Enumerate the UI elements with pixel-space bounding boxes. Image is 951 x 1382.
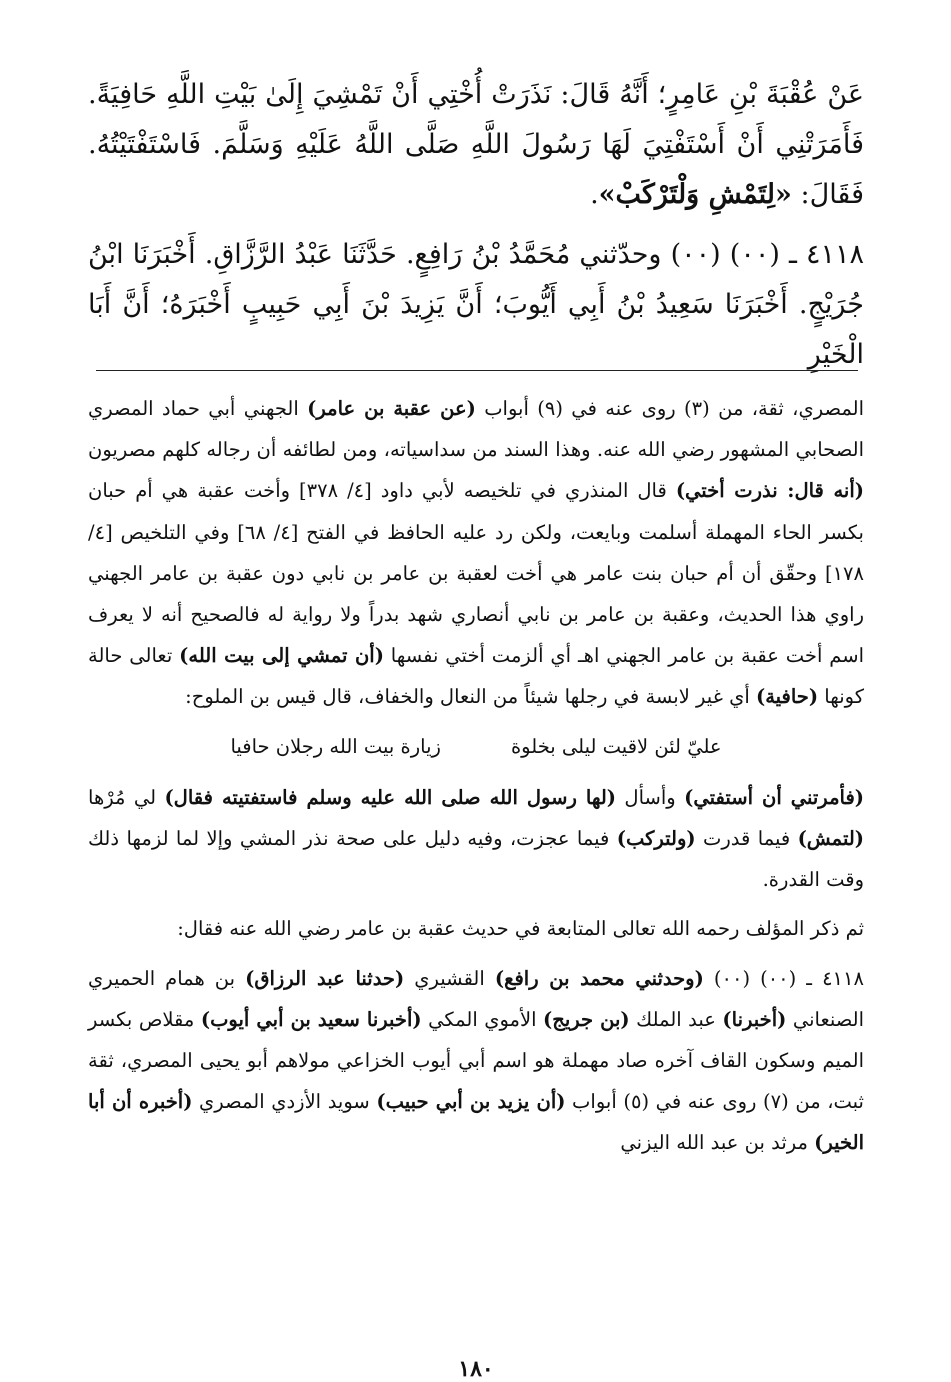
commentary-highlight: (أخبره أن أبا الخير) xyxy=(88,1090,864,1155)
commentary-paragraph-3 xyxy=(88,908,864,949)
commentary-text: مقلاص بكسر الميم وسكون القاف آخره صاد مهملة هو اسم أبي أيوب الخزاعي مولاهم أبو يحيى المصري، ثقة ثبت، من (٧) روى عنه في (٥) أبواب xyxy=(88,1007,864,1114)
commentary-section xyxy=(88,388,864,1172)
commentary-text: ٤١١٨ ـ (٠٠) (٠٠) xyxy=(703,966,864,990)
hadith-paragraph-1 xyxy=(88,70,864,220)
commentary-text: لي مُرْها xyxy=(88,785,165,809)
commentary-highlight: (أخبرنا) xyxy=(722,1007,787,1031)
commentary-text: عبد الملك xyxy=(629,1007,723,1031)
commentary-text: الأموي المكي xyxy=(421,1007,544,1031)
commentary-text: وأسأل xyxy=(616,785,685,809)
hadith-quote: «لِتَمْشِ وَلْتَرْكَبْ» xyxy=(598,179,792,210)
commentary-text: ثم ذكر المؤلف رحمه الله تعالى المتابعة في حديث عقبة بن عامر رضي الله عنه فقال: xyxy=(177,917,864,941)
commentary-highlight: (وحدثني محمد بن رافع) xyxy=(494,966,704,990)
commentary-paragraph-2 xyxy=(88,777,864,901)
commentary-highlight: (بن جريج) xyxy=(543,1007,630,1031)
commentary-text: الجهني أبي حماد المصري الصحابي المشهور رضي الله عنه. وهذا السند من سداسياته، ومن لطائفه أن رجاله كلهم مصريون xyxy=(88,397,864,462)
commentary-text: تعالى حالة كونها xyxy=(88,644,864,709)
poem-second-hemistich: زيارة بيت الله رجلان حافيا xyxy=(230,734,441,758)
book-page xyxy=(88,70,865,1382)
hadith-paragraph-2 xyxy=(88,230,864,380)
commentary-text: مرثد بن عبد الله اليزني xyxy=(620,1131,815,1155)
commentary-highlight: (عن عقبة بن عامر) xyxy=(307,397,476,420)
commentary-text: فيما عجزت، وفيه دليل على صحة نذر المشي وإلا لما لزمها ذلك وقت القدرة. xyxy=(88,827,864,892)
commentary-text: سويد الأزدي المصري xyxy=(192,1090,377,1114)
hadith-end-mark: . xyxy=(590,179,599,210)
commentary-highlight: (أنه قال: نذرت أختي) xyxy=(675,479,864,503)
hadith-text-2: ٤١١٨ ـ (٠٠) (٠٠) وحدّثني مُحَمَّدُ بْنُ رَافِعٍ. حَدَّثَنَا عَبْدُ الرَّزَّاقِ. أَخْبَرَنَا ابْنُ جُرَيْجٍ. أَخْبَرَنَا سَعِيدُ بْنُ أَبِي أَيُّوبَ؛ أَنَّ يَزِيدَ بْنَ أَبِي حَبِيبٍ أَخْبَرَهُ؛ أَنَّ أَبَا الْخَيْرِ xyxy=(88,239,864,370)
commentary-highlight: (فأمرتني أن أستفتي) xyxy=(684,785,864,809)
hadith-text-1: عَنْ عُقْبَةَ بْنِ عَامِرٍ؛ أَنَّهُ قَالَ: نَذَرَتْ أُخْتِي أَنْ تَمْشِيَ إِلَىٰ بَيْتِ اللَّهِ حَافِيَةً. فَأَمَرَتْنِي أَنْ أَسْتَفْتِيَ لَهَا رَسُولَ اللَّهِ صَلَّى اللَّهُ عَلَيْهِ وَسَلَّمَ. فَاسْتَفْتَيْتُهُ. فَقَالَ: xyxy=(88,79,864,210)
page-number: ١٨٠ xyxy=(458,1356,494,1382)
commentary-paragraph-4 xyxy=(88,958,864,1164)
hadith-text xyxy=(88,70,864,380)
poem-first-hemistich: عليّ لئن لاقيت ليلى بخلوة xyxy=(510,734,722,758)
commentary-highlight: (أن يزيد بن أبي حبيب) xyxy=(376,1090,566,1114)
commentary-text: القشيري xyxy=(404,966,495,990)
commentary-highlight: (لتمش) xyxy=(797,827,864,851)
commentary-highlight: (أن تمشي إلى بيت الله) xyxy=(179,644,384,668)
commentary-text: المصري، ثقة، من (٣) روى عنه في (٩) أبواب xyxy=(475,397,865,420)
commentary-text: أي غير لابسة في رجلها شيئاً من النعال والخفاف، قال قيس بن الملوح: xyxy=(185,685,756,709)
commentary-highlight: (أخبرنا سعيد بن أبي أيوب) xyxy=(200,1007,422,1031)
commentary-highlight: (لها رسول الله صلى الله عليه وسلم فاستفتيته فقال) xyxy=(164,785,616,809)
commentary-paragraph-1 xyxy=(88,388,864,718)
commentary-highlight: (ولتركب) xyxy=(616,827,696,851)
commentary-highlight: (حافية) xyxy=(755,685,819,709)
footnote-divider xyxy=(96,370,858,371)
commentary-text: قال المنذري في تلخيصه لأبي داود [٤/ ٣٧٨] وأخت عقبة هي أم حبان بكسر الحاء المهملة أسلمت وبايعت، ولكن رد عليه الحافظ في الفتح [٤/ ٦٨] وفي التلخيص [٤/ ١٧٨] وحقّق أن أم حبان بنت عامر هي أخت لعقبة بن عامر بن نابي دون عقبة بن عامر الجهني راوي هذا الحديث، وعقبة بن عامر بن نابي أنصاري شهد بدراً ولا رواية له فالصحيح أنه لا يعرف اسم أخت عقبة بن عامر الجهني اهـ أي ألزمت أختي نفسها xyxy=(88,479,864,668)
poem-verse xyxy=(88,726,864,767)
commentary-text: فيما قدرت xyxy=(695,827,798,851)
commentary-text: بن همام الحميري الصنعاني xyxy=(88,966,865,1031)
commentary-highlight: (حدثنا عبد الرزاق) xyxy=(245,966,405,990)
